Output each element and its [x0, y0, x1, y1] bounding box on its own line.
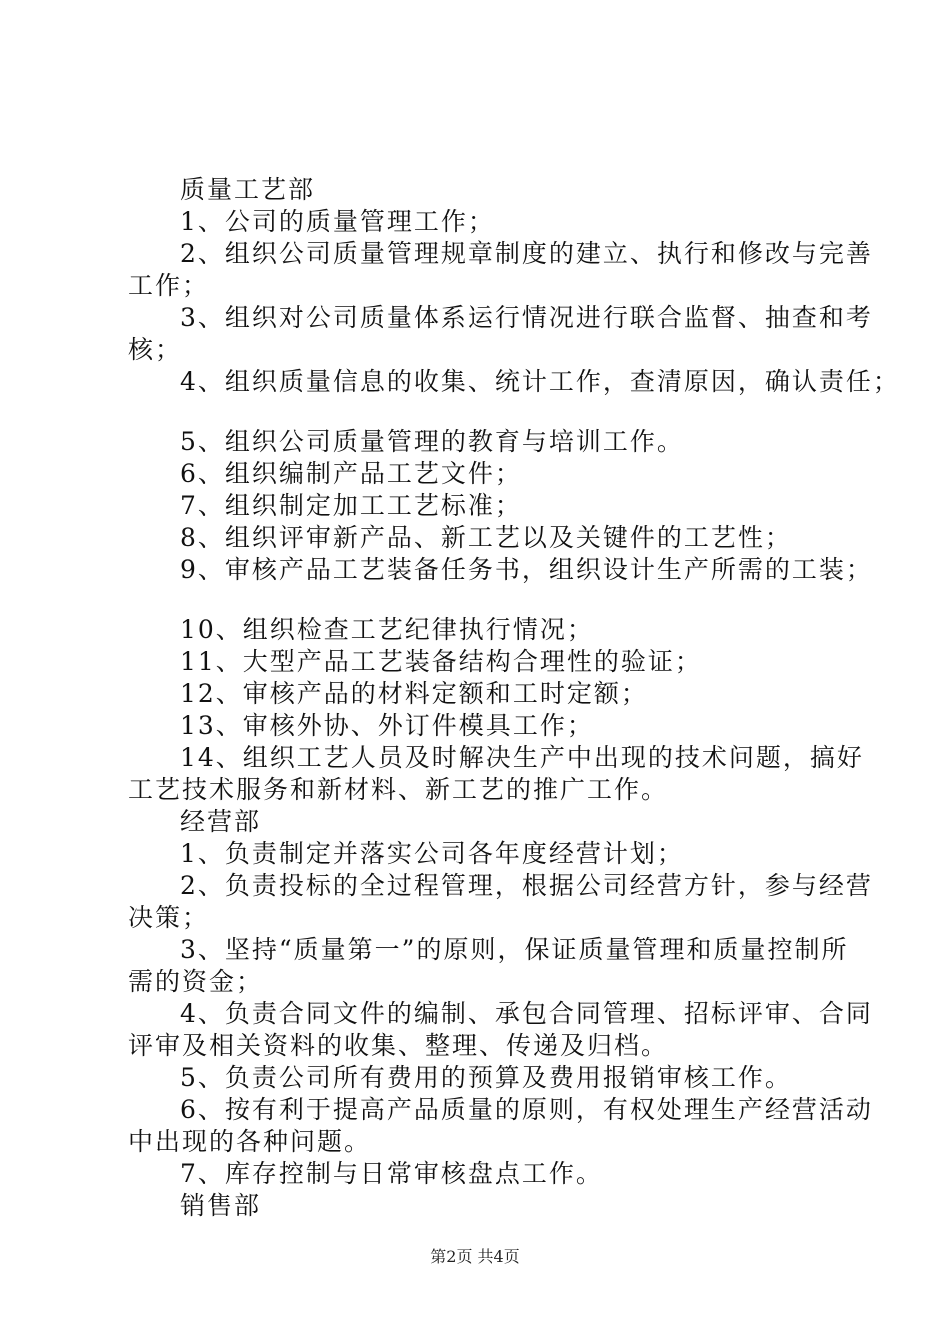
text-line: 4、组织质量信息的收集、统计工作，查清原因，确认责任；	[180, 367, 900, 396]
paragraph-gap	[128, 398, 836, 426]
text-line: 13、审核外协、外订件模具工作；	[180, 711, 594, 740]
text-line: 14、组织工艺人员及时解决生产中出现的技术问题，搞好	[180, 743, 864, 772]
text-line: 8、组织评审新产品、新工艺以及关键件的工艺性；	[180, 523, 792, 552]
text-line: 核；	[128, 335, 183, 364]
text-line: 12、审核产品的材料定额和工时定额；	[180, 679, 648, 708]
text-line: 工作；	[128, 271, 210, 300]
paragraph-gap	[128, 586, 836, 614]
text-line: 2、组织公司质量管理规章制度的建立、执行和修改与完善	[180, 239, 873, 268]
text-line: 6、按有利于提高产品质量的原则，有权处理生产经营活动	[180, 1095, 873, 1124]
text-line: 工艺技术服务和新材料、新工艺的推广工作。	[128, 775, 669, 804]
text-line: 经营部	[180, 807, 262, 836]
text-line: 中出现的各种问题。	[128, 1127, 372, 1156]
text-line: 7、组织制定加工工艺标准；	[180, 491, 522, 520]
text-line: 6、组织编制产品工艺文件；	[180, 459, 522, 488]
text-line: 11、大型产品工艺装备结构合理性的验证；	[180, 647, 702, 676]
text-line: 销售部	[180, 1191, 262, 1220]
text-line: 3、组织对公司质量体系运行情况进行联合监督、抽查和考	[180, 303, 873, 332]
text-line: 1、公司的质量管理工作；	[180, 207, 495, 236]
text-line: 7、库存控制与日常审核盘点工作。	[180, 1159, 603, 1188]
text-line: 3、坚持“质量第一”的原则，保证质量管理和质量控制所	[180, 935, 849, 964]
text-line: 评审及相关资料的收集、整理、传递及归档。	[128, 1031, 669, 1060]
text-line: 需的资金；	[128, 967, 264, 996]
text-line: 决策；	[128, 903, 210, 932]
text-line: 5、组织公司质量管理的教育与培训工作。	[180, 427, 684, 456]
text-line: 10、组织检查工艺纪律执行情况；	[180, 615, 594, 644]
text-line: 2、负责投标的全过程管理，根据公司经营方针，参与经营	[180, 871, 873, 900]
text-line: 1、负责制定并落实公司各年度经营计划；	[180, 839, 684, 868]
text-line: 5、负责公司所有费用的预算及费用报销审核工作。	[180, 1063, 792, 1092]
page-footer: 第2页 共4页	[430, 1247, 520, 1266]
text-line: 4、负责合同文件的编制、承包合同管理、招标评审、合同	[180, 999, 873, 1028]
document-body	[128, 174, 900, 1222]
text-line: 9、审核产品工艺装备任务书，组织设计生产所需的工装；	[180, 555, 873, 584]
text-line: 质量工艺部	[180, 175, 316, 204]
